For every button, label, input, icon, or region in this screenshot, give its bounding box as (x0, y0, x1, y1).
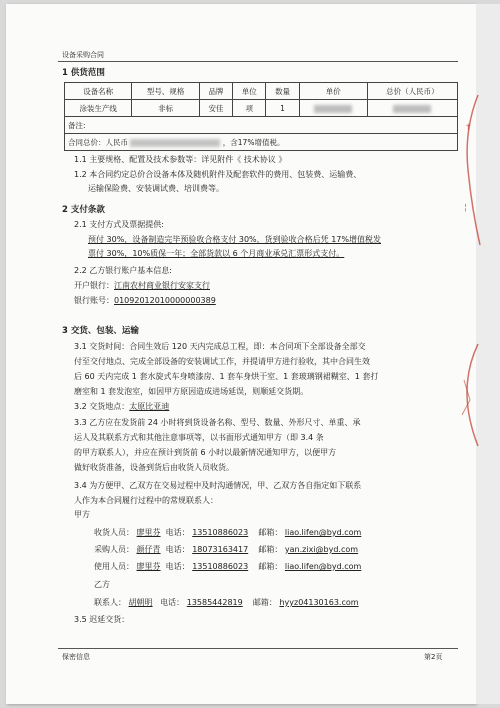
clause-3-3-line2: 运人及其联系方式和其他注意事项等，以书面形式通知甲方（即 3.4 条 (74, 433, 324, 442)
account-label: 银行账号： (74, 296, 114, 305)
section-3-title: 3 交货、包装、运输 (62, 326, 139, 336)
clause-1-2-line1: 1.2 本合同约定总价合设备本体及随机附件及配套软件的费用、包装费、运输费、 (74, 170, 362, 179)
clause-3-3-line4: 做好收货准备，设备到货后由收货人员收货。 (74, 463, 234, 472)
contact-name: 颜仔青 (136, 545, 161, 554)
contact-phone: 13510886023 (192, 562, 249, 571)
delivery-place-label: 3.2 交货地点： (74, 402, 130, 411)
clause-1-2-line2: 运输保险费、安装调试费、培训费等。 (88, 184, 224, 193)
contact-name: 廖里芬 (136, 528, 161, 537)
redacted-total-amount (130, 139, 220, 147)
contact-mail: liao.lifen@byd.com (284, 562, 362, 571)
contact-phone: 18073163417 (192, 545, 249, 554)
delivery-place-value: 太原比亚迪 (129, 402, 170, 411)
table-row (65, 100, 458, 117)
clause-3-3-line1: 3.3 乙方应在发货前 24 小时将到货设备名称、型号、数量、外形尺寸、单重、承 (74, 418, 361, 427)
contact-a-receiving (94, 528, 361, 538)
contact-phone-label: 电话： (160, 598, 185, 607)
seal-fragment-top (458, 90, 482, 250)
total-suffix: ，含17%增值税。 (222, 137, 285, 147)
footer-page-number: 第2页 (424, 653, 443, 661)
clause-3-4-line1: 3.4 为方便甲、乙双方在交易过程中及时沟通情况，甲、乙双方各自指定如下联系 (74, 481, 362, 490)
footer-confidential: 保密信息 (62, 653, 90, 661)
contact-name: 胡朝明 (128, 598, 153, 607)
contact-mail: liao.lifen@byd.com (284, 528, 362, 537)
table-cell: 非标 (132, 100, 199, 117)
table-cell: 1 (266, 100, 299, 117)
section-2-title: 2 支付条款 (62, 205, 105, 215)
contact-role: 收货人员： (94, 528, 134, 537)
clause-2-1-line2: 票付 30%，10%质保一年；全部货款以 6 个月商业承兑汇票形式支付。 (88, 249, 345, 258)
contact-b (94, 598, 359, 608)
contact-mail-label: 邮箱： (258, 528, 283, 537)
bank-value: 江南农村商业银行安家支行 (114, 281, 210, 290)
clause-3-1-line4: 磨室和 1 套发泡室，如因甲方原因造成进场延误，则顺延交货期。 (74, 387, 309, 396)
supply-table (64, 82, 458, 151)
contact-a-purchasing (94, 545, 358, 555)
account-value: 01092012010000000389 (114, 296, 216, 305)
contact-a-user (94, 562, 361, 572)
seal-fragment-bottom (452, 340, 482, 450)
header-title: 设备采购合同 (62, 51, 104, 59)
clause-3-2 (74, 402, 169, 412)
contact-phone-label: 电话： (165, 528, 190, 537)
clause-3-1-line2: 付至交付地点、完成全部设备的安装调试工作，并提请甲方进行验收，其中合同生效 (74, 357, 370, 366)
contact-mail-label: 邮箱： (258, 562, 283, 571)
contact-phone: 13585442819 (186, 598, 243, 607)
table-cell: 项 (233, 100, 266, 117)
table-header: 单位 (233, 83, 266, 100)
svg-text:¦: ¦ (464, 203, 468, 213)
contact-role: 采购人员： (94, 545, 134, 554)
remark-label: 备注: (65, 117, 458, 134)
account-row (74, 296, 216, 306)
clause-3-1-line3: 后 60 天内完成 1 套水旋式车身喷漆房、1 套车身烘干室、1 套玻璃钢裙糊室、1 套打 (74, 372, 379, 381)
contact-name: 廖里芬 (136, 562, 161, 571)
table-header: 数量 (266, 83, 299, 100)
table-header: 型号、规格 (132, 83, 199, 100)
contact-mail: yan.zixi@byd.com (284, 545, 359, 554)
clause-2-2: 2.2 乙方银行账户基本信息: (74, 266, 172, 275)
bank-label: 开户银行： (74, 281, 114, 290)
clause-3-3-line3: 的甲方联系人），并应在预计到货前 6 小时以最新情况通知甲方，以便甲方 (74, 448, 337, 457)
clause-2-1: 2.1 支付方式及票据提供: (74, 220, 164, 229)
table-header-row (65, 83, 458, 100)
redacted-unit-price (299, 100, 367, 117)
contact-role: 联系人： (94, 598, 126, 607)
clause-1-1: 1.1 主要规格、配置及技术参数等：详见附件《 技术协议 》 (74, 155, 287, 164)
contact-mail-label: 邮箱： (258, 545, 283, 554)
header-rule (58, 61, 458, 62)
table-header: 总价（人民币） (367, 83, 457, 100)
clause-3-1-line1: 3.1 交货时间：合同生效后 120 天内完成总工程，即：本合同项下全部设备全部交 (74, 342, 366, 351)
table-header: 单价 (299, 83, 367, 100)
table-cell: 安佳 (199, 100, 232, 117)
redacted-total-price (367, 100, 457, 117)
clause-3-5: 3.5 迟延交货： (74, 615, 130, 624)
contact-mail: hyyz04130163.com (279, 598, 359, 607)
remark-row (65, 117, 458, 134)
clause-3-4-line2: 人作为本合同履行过程中的常规联系人： (74, 496, 218, 505)
total-row (65, 134, 458, 151)
footer-rule (58, 648, 458, 649)
table-cell: 涂装生产线 (65, 100, 132, 117)
clause-2-1-line1: 预付 30%，设备制造完毕预验收合格支付 30%，货到验收合格后凭 17%增值税发 (88, 235, 381, 244)
table-header: 设备名称 (65, 83, 132, 100)
total-cell (65, 134, 458, 151)
svg-text:†: † (466, 123, 471, 133)
bank-row (74, 281, 210, 291)
party-a-label: 甲方 (74, 510, 90, 519)
table-header: 品牌 (199, 83, 232, 100)
contact-mail-label: 邮箱： (252, 598, 277, 607)
contact-phone-label: 电话： (165, 562, 190, 571)
contact-role: 使用人员： (94, 562, 134, 571)
party-b-label: 乙方 (94, 580, 110, 589)
contact-phone: 13510886023 (192, 528, 249, 537)
contact-phone-label: 电话： (165, 545, 190, 554)
section-1-title: 1 供货范围 (62, 68, 105, 78)
total-prefix: 合同总价：人民币 (68, 137, 128, 147)
